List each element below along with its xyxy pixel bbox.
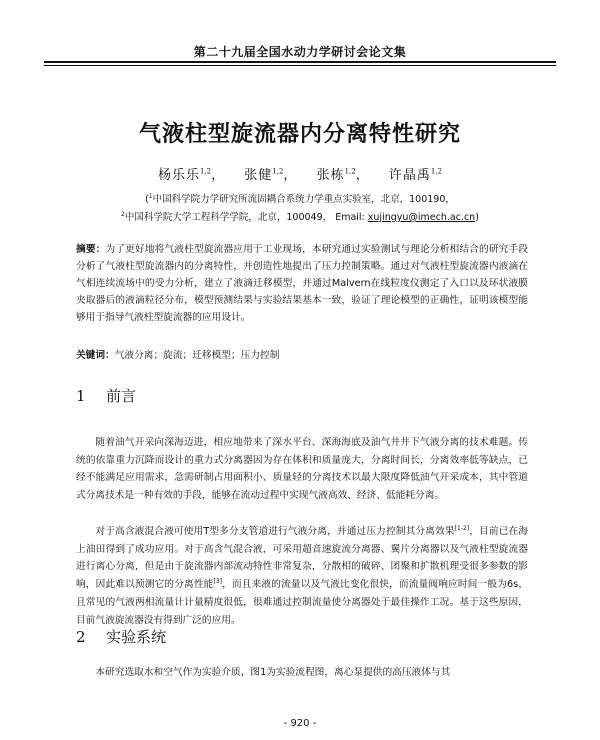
affiliation-text: 中国科学院大学工程科学学院，北京，100049， [124,212,333,223]
section-number: 2 [76,628,86,646]
affiliation-superscript: 1 [148,192,153,200]
author-name: 杨乐乐 [157,168,200,183]
author-name: 张健 [244,168,273,183]
author-name: 许晶禹 [388,168,431,183]
paragraph-text: 对于高含液混合液可使用T型多分支管道进行气液分离，并通过压力控制其分离效果 [95,526,455,537]
section-number: 1 [76,387,86,405]
affiliation-2: $^2$中国科学院大学工程科学学院，北京，100049， Email: xujingyu@imech.ac.cn) [121,210,479,223]
section-title: 前言 [106,387,137,405]
keywords [76,347,528,361]
affiliation-1: ($^1$中国科学院力学研究所流固耦合系统力学重点实验室，北京，100190， [145,192,455,205]
author-list: 杨乐乐$^{1,2}$， 张健$^{1,2}$， 张栋$^{1,2}$， 许晶禹$^{1,2}$ [157,167,443,183]
header-rule-thin [44,65,556,66]
abstract [76,241,528,326]
paragraph-text: ，而且来液的流量以及气液比变化很快，而流量阀响应时间一般为6s，且常见的气液两相流量计计量精度很低，很难通过控制流量使分离器处于最佳操作工况。基于这些原因，目前气液旋流器没有得到广泛的应用。 [76,579,529,626]
section-heading-experimental-system [76,626,166,647]
email-label: Email: [335,212,365,223]
author-superscript: 1,2 [430,167,443,176]
abstract-label: 摘要： [76,244,106,255]
section-heading-introduction [76,385,136,406]
keywords-text: 气液分离；旋流；迁移模型；压力控制 [114,350,280,361]
running-header: 第二十九届全国水动力学研讨会论文集 [193,45,407,59]
author-superscript: 1,2 [199,167,212,176]
author-name: 张栋 [316,168,345,183]
affiliation-superscript: 2 [121,210,125,218]
author-superscript: 1,2 [344,167,356,176]
paragraph: 随着油气开采向深海迈进，相应地带来了深水平台、深海海底及油气井井下气液分离的技术难题。传统的依靠重力沉降而设计的重力式分离器因为存在体积和质量庞大，分离时间长，分离效率低等缺点，已经不能满足应用需求，急需研制占用面积小、质量轻的分离技术以最大限度降低油气开采成本，其中管道式分离技术是一种有效的手段，能够在流动过程中实现气液高效、经济、低能耗分离。 [76,437,528,502]
affiliation-text: 中国科学院力学研究所流固耦合系统力学重点实验室，北京，100190， [152,194,455,205]
citation: [3] [213,577,223,585]
paragraph [76,523,528,629]
page-number: - 920 - [283,718,317,729]
abstract-text: 为了更好地将气液柱型旋流器应用于工业现场，本研究通过实验测试与理论分析相结合的研究手段分析了气液柱型旋流器内的分离特性，并创造性地提出了压力控制策略。通过对气液柱型旋流器内液滴在气相连续流场中的受力分析，建立了液滴迁移模型，并通过Malvern在线粒度仪测定了入口以及环状液膜夹取器后的液滴粒径分布，模型预测结果与实验结果基本一致，验证了理论模型的正确性，证明该模型能够用于指导气液柱型旋流器的应用设计。 [76,244,529,323]
paper-title: 气液柱型旋流器内分离特性研究 [138,122,461,147]
section-title: 实验系统 [106,628,167,646]
email-link[interactable]: xujingyu@imech.ac.cn [367,212,476,223]
keywords-label: 关键词： [76,350,115,361]
paragraph: 本研究选取水和空气作为实验介质，图1为实验流程图，离心泵提供的高压液体与其 [95,667,451,678]
paragraph-text: ，目前已在海上油田得到了成功应用。对于高含气混合液，可采用超音速旋流分离器、翼片分离器以及气液柱型旋流器进行离心分离，但是由于旋流器内部流动特性非常复杂，分散相的破碎、团聚和扩散机理受很多参数的影响，因此难以预测它的分离性能 [76,526,528,591]
author-superscript: 1,2 [272,167,284,176]
citation: [1-2] [454,524,470,532]
header-rule-thick [44,61,556,63]
